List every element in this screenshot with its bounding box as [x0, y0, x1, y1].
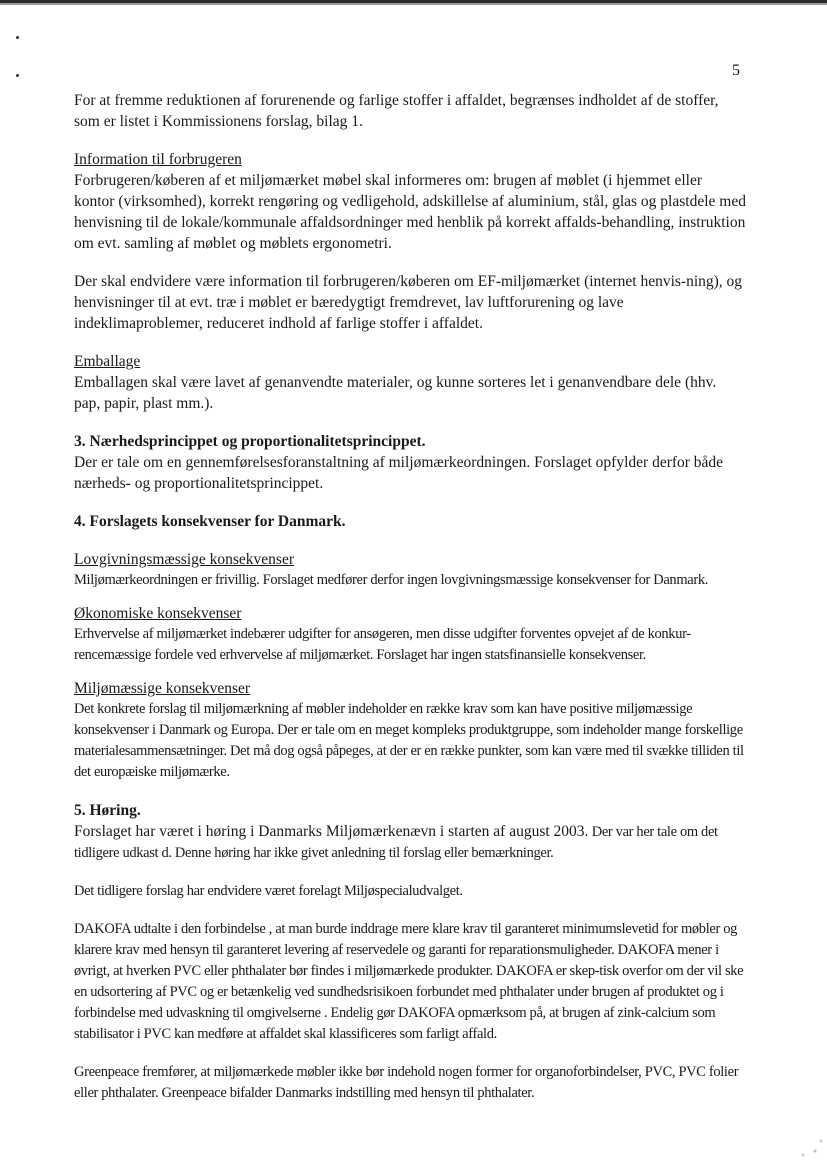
- legal-paragraph: Miljømærkeordningen er frivillig. Forslaget medfører derfor ingen lovgivningsmæssige konsekvenser for Danmark.: [74, 572, 708, 588]
- packaging-heading: Emballage: [74, 353, 141, 370]
- scan-edge-shadow: [0, 3, 827, 5]
- scan-speck: [16, 36, 19, 39]
- legal-heading: Lovgivningsmæssige konsekvenser: [74, 551, 294, 568]
- econ-heading: Økonomiske konsekvenser: [74, 605, 242, 622]
- page-number: 5: [732, 62, 740, 79]
- section4-heading: 4. Forslagets konsekvenser for Danmark.: [74, 513, 346, 530]
- committee-paragraph: Det tidligere forslag har endvidere været forelagt Miljøspecialudvalget.: [74, 883, 463, 899]
- document-body: [74, 90, 746, 1104]
- info-heading: Information til forbrugeren: [74, 151, 242, 168]
- intro-paragraph: For at fremme reduktionen af forurenende og farlige stoffer i affaldet, begrænses indholdet af de stoffer, som er listet i Kommissionens forslag, bilag 1.: [74, 92, 719, 130]
- section3-heading: 3. Nærhedsprincippet og proportionalitetsprincippet.: [74, 433, 426, 450]
- packaging-paragraph: Emballagen skal være lavet af genanvendte materialer, og kunne sorteres let i genanvendbare dele (hhv. pap, papir, plast mm.).: [74, 374, 717, 412]
- hearing-text-b: Der var her tale om det tidligere udkast d. Denne høring har ikke givet anledning til forslag eller bemærkninger.: [74, 824, 718, 861]
- section3-paragraph: Der er tale om en gennemførelsesforanstaltning af miljømærkeordningen. Forslaget opfylder derfor både nærheds- og proportionalitetsprincippet.: [74, 454, 724, 492]
- env-heading: Miljømæssige konsekvenser: [74, 680, 251, 697]
- section5-heading: 5. Høring.: [74, 802, 141, 819]
- scan-noise: [787, 1123, 827, 1163]
- info-paragraph-1: Forbrugeren/køberen af et miljømærket møbel skal informeres om: brugen af møblet (i hjemmet eller kontor (virksomhed), korrekt rengøring og vedligehold, adskillelse af aluminium, stål, glas og plastdele med henvisning til de lokale/kommunale affaldsordninger med henblik på korrekt affalds-behandling, instruktion om evt. samling af møblet og møblets ergonometri.: [74, 172, 746, 252]
- info-paragraph-2: Der skal endvidere være information til forbrugeren/køberen om EF-miljømærket (internet henvis-ning), og henvisninger til at evt. træ i møblet er bæredygtigt fremdrevet, lav luftforurening og lave indeklimaproblemer, reduceret indhold af farlige stoffer i affaldet.: [74, 273, 743, 332]
- hearing-paragraph: [74, 821, 746, 864]
- dakofa-paragraph: DAKOFA udtalte i den forbindelse , at man burde inddrage mere klare krav til garanteret minimumslevetid for møbler og klarere krav med hensyn til garanteret levering af reservedele og garanti for reparationsmuligheder. DAKOFA mener i øvrigt, at hverken PVC eller phthalater bør findes i miljømærkede produkter. DAKOFA er skep-tisk overfor om der vil ske en udsortering af PVC og er betænkelig ved sundhedsrisikoen forbundet med phthalater under brugen af produktet og i forbindelse med udvaskning til omgivelserne . Endelig gør DAKOFA opmærksom på, at brugen af zink-calcium som stabilisator i PVC kan medføre at affaldet skal klassificeres som farligt affald.: [74, 921, 744, 1042]
- econ-paragraph: Erhvervelse af miljømærket indebærer udgifter for ansøgeren, men disse udgifter forventes opvejet af de konkur-rencemæssige fordele ved erhvervelse af miljømærket. Forslaget har ingen statsfinansielle konsekvenser.: [74, 626, 691, 663]
- hearing-text-a: Forslaget har været i høring i Danmarks Miljømærkenævn i starten af august 2003.: [74, 823, 589, 840]
- greenpeace-paragraph: Greenpeace fremfører, at miljømærkede møbler ikke bør indehold nogen former for organoforbindelser, PVC, PVC folier eller phthalater. Greenpeace bifalder Danmarks indstilling med hensyn til phthalater.: [74, 1064, 739, 1101]
- scan-speck: [16, 74, 19, 77]
- env-paragraph: Det konkrete forslag til miljømærkning af møbler indeholder en række krav som kan have positive miljømæssige konsekvenser i Danmark og Europa. Der er tale om en meget kompleks produktgruppe, som indeholder mange forskellige materialesammensætninger. Det må dog også påpeges, at der er en række punkter, som kan være med til svække tilliden til det europæiske miljømærke.: [74, 701, 744, 780]
